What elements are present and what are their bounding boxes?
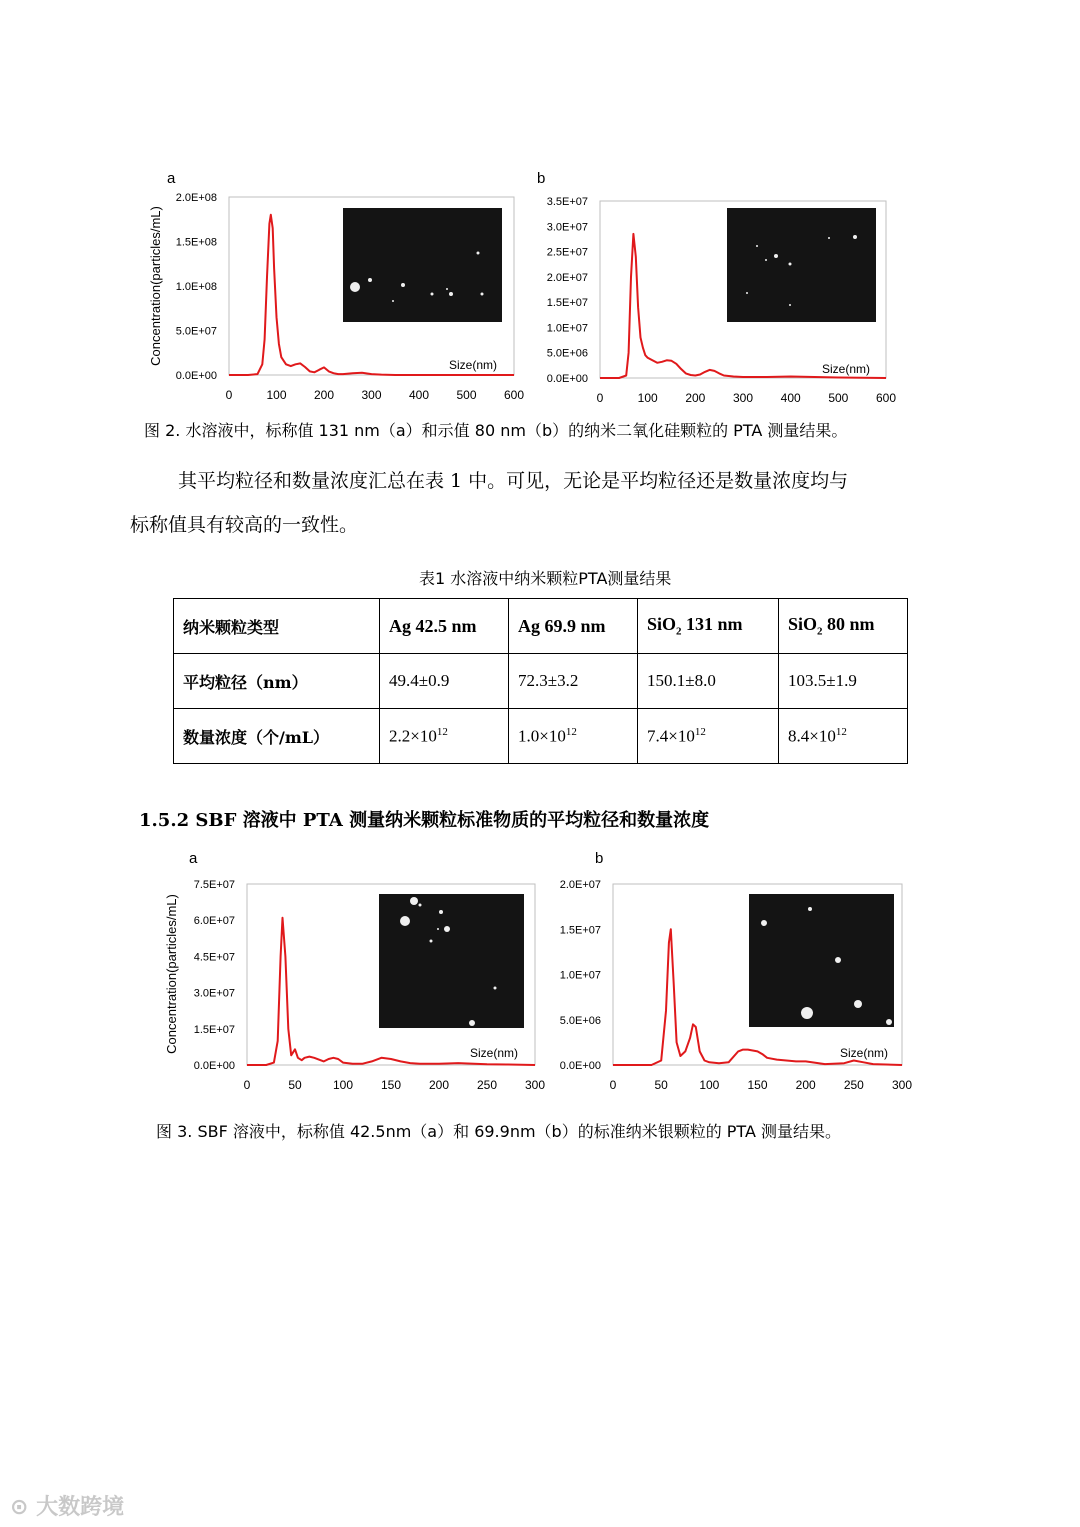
x-tick-label: 50 <box>654 1078 668 1092</box>
particle-spot <box>368 278 372 282</box>
y-tick-label: 1.0E+07 <box>559 969 601 982</box>
panel-letter: a <box>167 170 176 187</box>
sio-text: SiO <box>647 614 677 635</box>
paragraph-line: 其平均粒径和数量浓度汇总在表 1 中。可见，无论是平均粒径还是数量浓度均与 <box>178 470 849 492</box>
x-tick-label: 50 <box>288 1078 302 1092</box>
particle-spot <box>886 1019 892 1025</box>
panel-letter: b <box>595 850 604 867</box>
y-tick-label: 0.0E+00 <box>193 1060 235 1072</box>
inset-micrograph <box>379 894 524 1028</box>
particle-spot <box>789 263 792 266</box>
y-tick-label: 4.5E+07 <box>193 951 235 964</box>
table-cell: 150.1±8.0 <box>638 654 779 709</box>
table-header-cell: 纳米颗粒类型 <box>174 599 380 654</box>
particle-spot <box>756 245 758 247</box>
x-tick-label: 0 <box>596 391 604 405</box>
size-text: 80 nm <box>822 614 875 635</box>
x-tick-label: 100 <box>266 388 287 402</box>
y-tick-label: 0.0E+00 <box>559 1060 601 1072</box>
y-tick-label: 1.5E+08 <box>175 236 217 249</box>
x-tick-label: 0 <box>609 1078 617 1092</box>
mantissa: 8.4×10 <box>788 726 836 746</box>
particle-spot <box>835 957 841 963</box>
results-table <box>173 598 908 764</box>
particle-spot <box>392 300 394 302</box>
particle-spot <box>449 292 453 296</box>
x-tick-label: 200 <box>428 1078 450 1092</box>
table-header-cell: Ag 42.5 nm <box>380 599 509 654</box>
table-row <box>174 654 908 709</box>
particle-spot <box>853 235 857 239</box>
y-tick-label: 1.5E+07 <box>559 924 601 937</box>
sio-text: SiO <box>788 614 818 635</box>
y-tick-label: 3.5E+07 <box>546 196 588 208</box>
exponent: 12 <box>694 725 706 738</box>
inset-micrograph <box>727 208 876 322</box>
y-tick-label: 7.5E+07 <box>193 879 235 891</box>
footer-logo-text: 大数跨境 <box>36 1495 125 1520</box>
x-tick-label: 600 <box>875 391 897 405</box>
particle-spot <box>789 304 791 306</box>
table-header-cell <box>779 599 908 654</box>
particle-spot <box>801 1007 813 1019</box>
table-row <box>174 709 908 764</box>
particle-spot <box>431 293 434 296</box>
x-tick-label: 500 <box>456 388 477 402</box>
mantissa: 7.4×10 <box>647 726 695 746</box>
table-cell: 103.5±1.9 <box>779 654 908 709</box>
x-tick-label: 100 <box>699 1078 720 1092</box>
table-cell <box>638 709 779 764</box>
particle-spot <box>439 910 443 914</box>
y-axis-label: Concentration(particles/mL) <box>148 206 163 366</box>
x-tick-label: 250 <box>476 1078 498 1092</box>
y-tick-label: 1.5E+07 <box>193 1023 235 1036</box>
x-tick-label: 600 <box>503 388 525 402</box>
particle-spot <box>401 283 405 287</box>
figure-caption: 图 2. 水溶液中，标称值 131 nm（a）和示值 80 nm（b）的纳米二氧化硅颗粒的 PTA 测量结果。 <box>144 421 848 440</box>
section-heading: 1.5.2 SBF 溶液中 PTA 测量纳米颗粒标准物质的平均粒径和数量浓度 <box>139 810 710 831</box>
x-tick-label: 400 <box>408 388 430 402</box>
exponent: 12 <box>565 725 577 738</box>
exponent: 12 <box>835 725 847 738</box>
y-tick-label: 2.5E+07 <box>546 246 588 259</box>
particle-spot <box>400 916 410 926</box>
figure-caption: 图 3. SBF 溶液中，标称值 42.5nm（a）和 69.9nm（b）的标准纳米银颗粒的 PTA 测量结果。 <box>156 1122 841 1141</box>
mantissa: 1.0×10 <box>518 726 566 746</box>
particle-spot <box>444 926 450 932</box>
size-label: Size(nm) <box>822 362 871 376</box>
subscript: 2 <box>817 625 823 638</box>
x-tick-label: 150 <box>747 1078 768 1092</box>
particle-spot <box>481 293 484 296</box>
y-axis-label: Concentration(particles/mL) <box>164 894 179 1054</box>
subscript: 2 <box>676 625 682 638</box>
x-tick-label: 200 <box>685 391 706 405</box>
y-tick-label: 6.0E+07 <box>193 915 235 928</box>
x-tick-label: 300 <box>361 388 382 402</box>
particle-spot <box>477 252 480 255</box>
size-label: Size(nm) <box>470 1046 519 1060</box>
y-tick-label: 2.0E+08 <box>175 192 217 204</box>
particle-spot <box>808 907 812 911</box>
x-tick-label: 0 <box>243 1078 251 1092</box>
y-tick-label: 0.0E+00 <box>546 373 588 385</box>
x-tick-label: 100 <box>637 391 658 405</box>
row-label: 数量浓度（个/mL） <box>174 709 380 764</box>
y-tick-label: 3.0E+07 <box>193 987 235 1000</box>
particle-spot <box>494 987 497 990</box>
table-title: 表1 水溶液中纳米颗粒PTA测量结果 <box>419 569 672 588</box>
x-tick-label: 0 <box>225 388 233 402</box>
y-tick-label: 1.0E+07 <box>546 322 588 335</box>
y-tick-label: 3.0E+07 <box>546 221 588 234</box>
particle-spot <box>774 254 778 258</box>
table-cell <box>509 709 638 764</box>
inset-micrograph <box>749 894 894 1027</box>
paragraph-line: 标称值具有较高的一致性。 <box>130 514 359 536</box>
x-tick-label: 500 <box>828 391 849 405</box>
particle-spot <box>828 237 830 239</box>
x-tick-label: 200 <box>795 1078 816 1092</box>
x-tick-label: 100 <box>332 1078 354 1092</box>
inset-micrograph <box>343 208 502 322</box>
y-tick-label: 1.5E+07 <box>546 297 588 310</box>
particle-spot <box>350 282 360 292</box>
table-cell: 49.4±0.9 <box>380 654 509 709</box>
particle-spot <box>430 940 433 943</box>
x-tick-label: 300 <box>524 1078 546 1092</box>
x-tick-label: 300 <box>732 391 754 405</box>
table-cell <box>779 709 908 764</box>
y-tick-label: 0.0E+00 <box>175 370 217 382</box>
y-tick-label: 2.0E+07 <box>559 879 601 891</box>
table-header-cell: Ag 69.9 nm <box>509 599 638 654</box>
particle-spot <box>746 292 748 294</box>
size-text: 131 nm <box>681 614 743 635</box>
y-tick-label: 2.0E+07 <box>546 271 588 284</box>
particle-spot <box>854 1000 862 1008</box>
footer-logo: ⊙ 大数跨境 <box>10 1495 125 1520</box>
particle-spot <box>469 1020 475 1026</box>
x-tick-label: 250 <box>843 1078 864 1092</box>
mantissa: 2.2×10 <box>389 726 437 746</box>
exponent: 12 <box>436 725 448 738</box>
particle-spot <box>446 288 448 290</box>
table-cell <box>380 709 509 764</box>
y-tick-label: 1.0E+08 <box>175 281 217 293</box>
particle-spot <box>765 259 767 261</box>
x-tick-label: 150 <box>380 1078 402 1092</box>
particle-spot <box>761 920 767 926</box>
table-header-cell <box>638 599 779 654</box>
y-tick-label: 5.0E+06 <box>559 1014 601 1027</box>
x-tick-label: 300 <box>891 1078 913 1092</box>
size-label: Size(nm) <box>840 1046 889 1060</box>
x-tick-label: 200 <box>313 388 335 402</box>
x-tick-label: 400 <box>780 391 801 405</box>
table-cell: 72.3±3.2 <box>509 654 638 709</box>
y-tick-label: 5.0E+06 <box>546 347 588 360</box>
particle-spot <box>419 904 422 907</box>
row-label: 平均粒径（nm） <box>174 654 380 709</box>
size-label: Size(nm) <box>449 358 498 372</box>
particle-spot <box>437 928 439 930</box>
panel-letter: b <box>537 170 546 187</box>
panel-letter: a <box>189 850 198 867</box>
particle-spot <box>410 897 418 905</box>
table-row <box>174 599 908 654</box>
y-tick-label: 5.0E+07 <box>175 325 217 338</box>
